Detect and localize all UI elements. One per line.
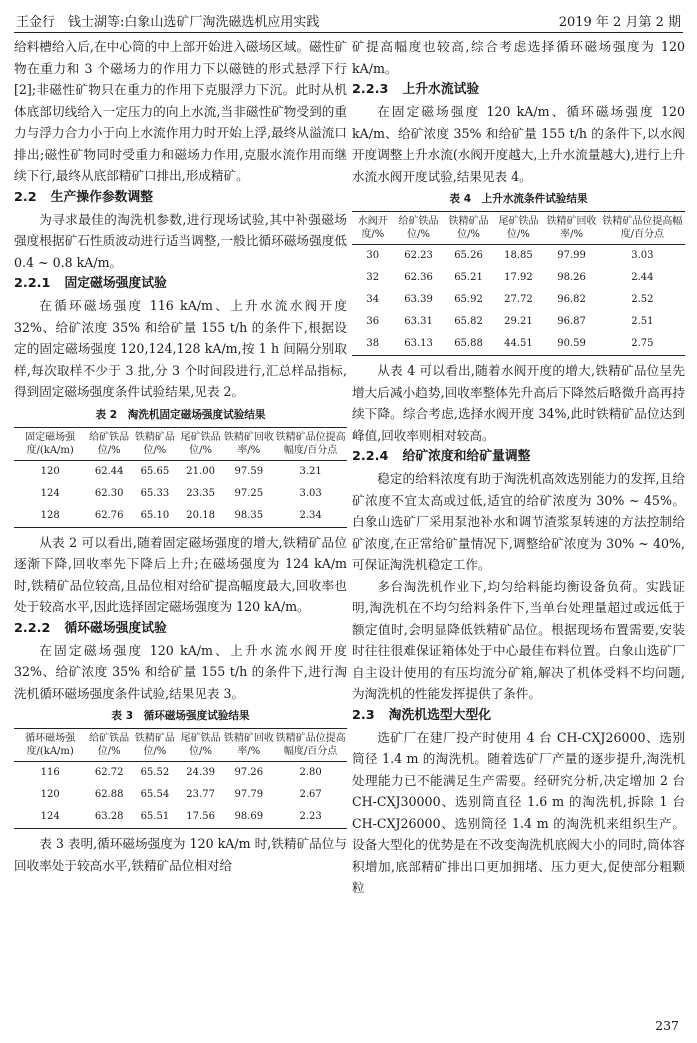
table-cell: 30: [366, 250, 380, 261]
table-cell: 18.85: [504, 250, 533, 261]
table-cell: 2.51: [631, 316, 654, 327]
table-cell: 44.51: [494, 333, 544, 356]
table-cell: 97.59: [234, 465, 264, 477]
table-header-cell: 铁精矿回收率/%: [223, 427, 274, 460]
table-cell: 97.79: [234, 789, 264, 800]
table-cell: 65.21: [454, 272, 483, 283]
section-heading-2-3: 2.3 淘洗机选型大型化: [352, 707, 492, 723]
paragraph: 稳定的给料浓度有助于淘洗机高效选别能力的发挥,且给矿浓度不宜太高或过低,适宜的给矿浓度为 30% ~ 45%。白象山选矿厂采用泵池补水和调节渣浆泵转速的方法控制给矿浓度,在正常给矿量情况下,调整给矿浓度为 30% ~ 40%,可保证淘洗机稳定工作。: [352, 471, 685, 572]
table-header-cell: 铁精矿品位/%: [444, 212, 494, 245]
section-heading-2-2-2: 2.2.2 循环磁场强度试验: [14, 620, 167, 636]
table-cell: 63.31: [404, 316, 433, 327]
table-cell: 62.44: [94, 465, 124, 477]
paragraph: 多台淘洗机作业下,均匀给料能均衡设备负荷。实践证明,淘洗机在不均匀给料条件下,当单台处理量超过或远低于额定值时,会明显降低铁精矿品位。根据现场布置需要,安装时往往很难保证箱体处于中心最佳布料位置。白象山选矿厂自主设计使用的有压均流分矿箱,解决了机体受料不均问题,为淘洗机的性能发挥提供了条件。: [352, 578, 685, 701]
table-header-cell: 给矿铁品位/%: [86, 729, 132, 762]
table-header-cell: 循环磁场强度/(kA/m): [14, 729, 86, 762]
section-heading-2-2-1: 2.2.1 固定磁场强度试验: [14, 276, 167, 291]
table-4-caption: 表 4 上升水流条件试验结果: [449, 193, 588, 205]
table-cell: 63.13: [394, 333, 444, 356]
table-cell: 97.25: [234, 487, 264, 499]
table-cell: 97.99: [557, 250, 586, 261]
table-3-caption: 表 3 循环磁场强度试验结果: [111, 710, 250, 722]
table-row: [14, 784, 347, 806]
table-header-cell: 铁精矿品位/%: [132, 427, 178, 460]
table-cell: 128: [14, 505, 86, 528]
table-header-cell: 铁精矿回收率/%: [543, 212, 599, 245]
paragraph: 选矿厂在建厂投产时使用 4 台 CH-CXJ26000、选别筒径 1.4 m 的淘洗机。随着选矿厂产量的逐步提升,淘洗机处理能力已不能满足生产需要。经研究分析,决定增加 2 台 CH-CXJ30000、选别筒直径 1.6 m 的淘洗机,拆除 1 台 CH-CXJ26000、选别筒径 1.4 m 的淘洗机来组织生产。设备大型化的优势是在不改变淘洗机底阀大小的同时,筒体容积增加,底部精矿排出口更加拥堵、压力更大,促使部分粗颗粒: [352, 729, 685, 895]
table-header-cell: 铁精矿品位提高幅度/百分点: [274, 427, 347, 460]
table-cell: 62.76: [86, 505, 132, 528]
table-cell: 90.59: [543, 333, 599, 356]
table-cell: 124: [14, 806, 86, 829]
table-cell: 17.56: [178, 806, 224, 829]
header-authors: 王金行 钱士湖等:白象山选矿厂淘洗磁选机应用实践: [16, 15, 320, 30]
table-header-cell: 固定磁场强度/(kA/m): [14, 427, 86, 460]
paragraph: 在固定磁场强度 120 kA/m、上升水流水阀开度 32%、给矿浓度 35% 和给矿量 155 t/h 的条件下,进行淘洗机循环磁场强度条件试验,结果见表 3。: [14, 642, 347, 701]
table-cell: 2.80: [299, 767, 322, 778]
table-row: [352, 311, 685, 333]
table-2: [14, 427, 347, 528]
table-row: [14, 806, 347, 829]
table-cell: 2.34: [274, 505, 347, 528]
section-heading-2-2: 2.2 生产操作参数调整: [14, 189, 154, 205]
running-header: [14, 8, 683, 33]
table-header-cell: 铁精矿回收率/%: [223, 729, 274, 762]
table-cell: 3.21: [299, 465, 322, 477]
table-cell: 120: [40, 465, 60, 477]
table-header-cell: 给矿铁品位/%: [394, 212, 444, 245]
table-cell: 3.03: [299, 487, 322, 499]
table-cell: 98.69: [223, 806, 274, 829]
table-cell: 2.75: [600, 333, 685, 356]
table-cell: 96.82: [557, 294, 586, 305]
table-cell: 21.00: [186, 465, 215, 477]
table-header-cell: 尾矿铁品位/%: [178, 729, 224, 762]
table-cell: 96.87: [557, 316, 586, 327]
table-cell: 65.82: [454, 316, 483, 327]
table-row: [14, 762, 347, 785]
paragraph: 在固定磁场强度 120 kA/m、循环磁场强度 120 kA/m、给矿浓度 35% 和给矿量 155 t/h 的条件下,以水阀开度调整上升水流(水阀开度越大,上升水流量越大),进行上升水流水阀开度试验,结果见表 4。: [352, 104, 685, 184]
table-cell: 38: [352, 333, 394, 356]
table-cell: 97.26: [234, 767, 264, 778]
table-cell: 62.88: [94, 789, 124, 800]
table-cell: 120: [40, 789, 60, 800]
table-cell: 65.51: [132, 806, 178, 829]
paragraph: 矿提高幅度也较高,综合考虑选择循环磁场强度为 120 kA/m。: [352, 39, 685, 76]
table-header-cell: 铁精矿品位提高幅度/百分点: [600, 212, 685, 245]
table-cell: 23.35: [186, 487, 215, 499]
section-heading-2-2-4: 2.2.4 给矿浓度和给矿量调整: [352, 449, 531, 464]
table-cell: 65.65: [140, 465, 170, 477]
table-cell: 98.26: [557, 272, 586, 283]
table-cell: 2.23: [274, 806, 347, 829]
table-cell: 36: [366, 316, 380, 327]
table-cell: 65.10: [132, 505, 178, 528]
table-cell: 124: [40, 487, 60, 499]
table-cell: 65.26: [454, 250, 483, 261]
table-cell: 3.03: [631, 250, 654, 261]
table-cell: 65.54: [140, 789, 170, 800]
table-header-cell: 铁精矿品位提高幅度/百分点: [274, 729, 347, 762]
section-heading-2-2-3: 2.2.3 上升水流试验: [352, 82, 480, 97]
table-3: [14, 728, 347, 829]
right-column: [352, 36, 685, 899]
table-header-cell: 铁精矿品位/%: [132, 729, 178, 762]
table-cell: 23.77: [186, 789, 215, 800]
paragraph: 给料槽给入后,在中心筒的中上部开始进入磁场区域。磁性矿物在重力和 3 个磁场力的作用力下以磁链的形式悬浮下行[2];非磁性矿物只在重力的作用下克服浮力下沉。此时从机体底部切线给入一定压力的向上水流,当非磁性矿物受到的重力与浮力合力小于向上水流作用力时开始上浮,最终从溢流口排出;磁性矿物同时受重力和磁场力作用,克服水流作用而继续下行,最终从底部精矿口排出,形成精矿。: [14, 39, 347, 183]
table-cell: 29.21: [504, 316, 533, 327]
table-cell: 32: [366, 272, 380, 283]
table-cell: 62.23: [404, 250, 433, 261]
table-row: [14, 505, 347, 528]
table-header-cell: 尾矿铁品位/%: [494, 212, 544, 245]
table-cell: 62.72: [94, 767, 124, 778]
table-row: [352, 267, 685, 289]
table-cell: 20.18: [178, 505, 224, 528]
table-cell: 2.67: [299, 789, 322, 800]
table-cell: 17.92: [504, 272, 533, 283]
paragraph: 从表 2 可以看出,随着固定磁场强度的增大,铁精矿品位逐渐下降,回收率先下降后上升;在磁场强度为 124 kA/m 时,铁精矿品位较高,且品位相对给矿提高幅度最大,回收率也处于较高水平,因此选择固定磁场强度为 120 kA/m。: [14, 534, 347, 614]
table-header-cell: 尾矿铁品位/%: [178, 427, 224, 460]
table-cell: 2.44: [631, 272, 654, 283]
table-cell: 27.72: [504, 294, 533, 305]
table-cell: 24.39: [186, 767, 215, 778]
paragraph: 在循环磁场强度 116 kA/m、上升水流水阀开度 32%、给矿浓度 35% 和给矿量 155 t/h 的条件下,根据设定的固定磁场强度 120,124,128 kA/m,按 1 h 间隔分别取样,每次取样不少于 3 批,分 3 个时间段进行,汇总样品指标,得到固定磁场强度条件试验结果,见表 2。: [14, 298, 347, 399]
table-row: [352, 333, 685, 356]
table-cell: 65.92: [454, 294, 483, 305]
table-cell: 63.28: [86, 806, 132, 829]
table-row: [352, 245, 685, 268]
table-header-cell: 给矿铁品位/%: [86, 427, 132, 460]
paragraph: 为寻求最佳的淘洗机参数,进行现场试验,其中补强磁场强度根据矿石性质波动进行适当调整,一般比循环磁场强度低 0.4 ~ 0.8 kA/m。: [14, 211, 347, 270]
header-issue: 2019 年 2 月第 2 期: [558, 15, 681, 30]
table-row: [14, 460, 347, 483]
table-row: [14, 483, 347, 505]
table-row: [352, 289, 685, 311]
table-cell: 2.52: [631, 294, 654, 305]
table-cell: 65.33: [140, 487, 170, 499]
table-cell: 116: [40, 767, 60, 778]
table-cell: 62.36: [404, 272, 433, 283]
table-cell: 62.30: [94, 487, 124, 499]
table-cell: 34: [366, 294, 380, 305]
paragraph: 从表 4 可以看出,随着水阀开度的增大,铁精矿品位呈先增大后减小趋势,回收率整体先升高后下降然后略微升高再持续下降。综合考虑,选择水阀开度 34%,此时铁精矿品位达到峰值,回收率则相对较高。: [352, 363, 685, 443]
page-number: 237: [655, 1018, 679, 1033]
table-4: [352, 211, 685, 356]
paragraph: 表 3 表明,循环磁场强度为 120 kA/m 时,铁精矿品位与回收率处于较高水平,铁精矿品位相对给: [14, 836, 347, 873]
table-cell: 63.39: [404, 294, 433, 305]
table-2-caption: 表 2 淘洗机固定磁场强度试验结果: [95, 408, 266, 421]
left-column: [14, 36, 347, 876]
table-header-cell: 水阀开度/%: [352, 212, 394, 245]
table-cell: 98.35: [223, 505, 274, 528]
table-cell: 65.88: [444, 333, 494, 356]
table-cell: 65.52: [140, 767, 170, 778]
